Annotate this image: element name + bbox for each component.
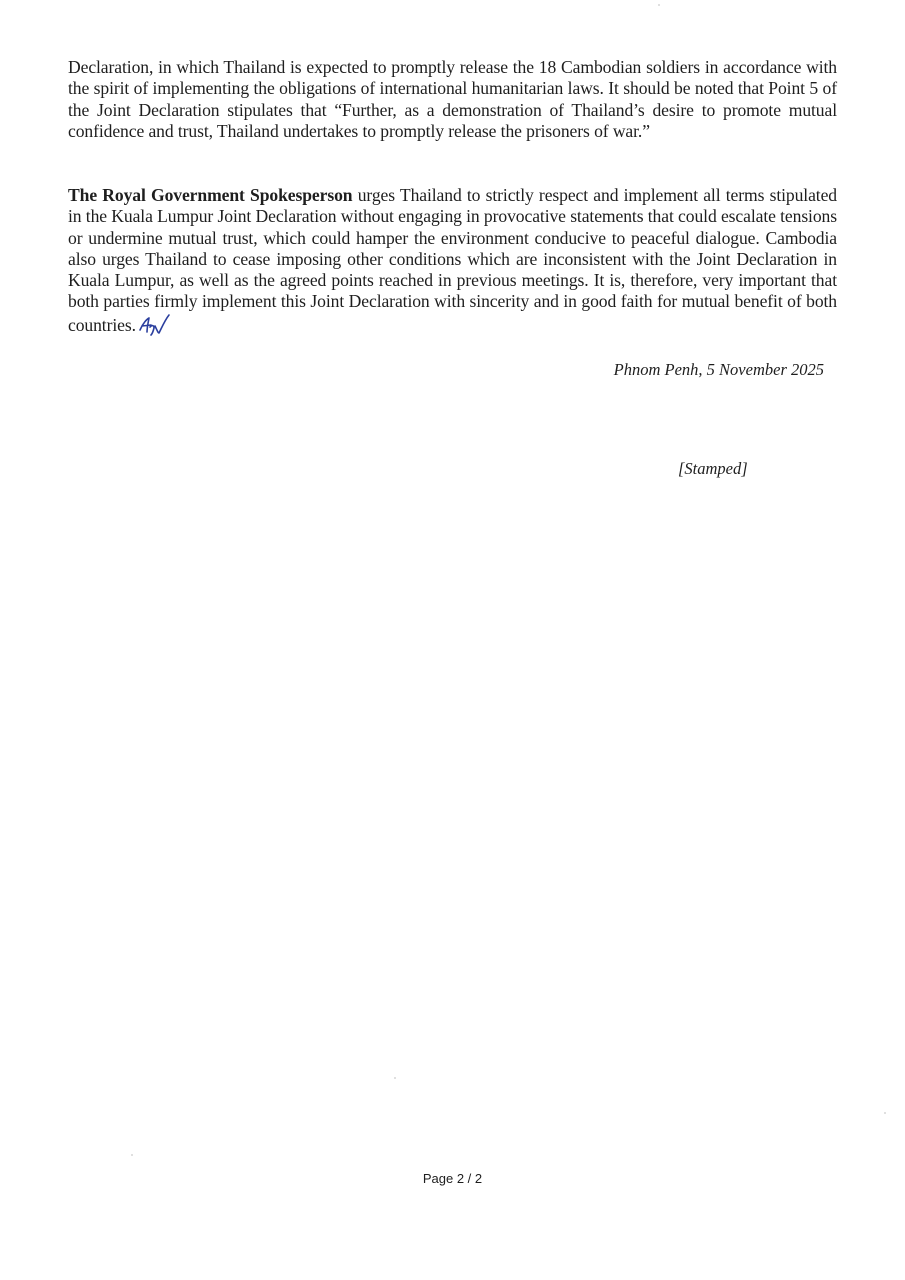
statement-body: urges Thailand to strictly respect and implement all terms stipulated in the Kuala Lumpur Joint Declaration without engaging in provocative statements that could escalate tensions or undermine mutual trust, which could hamper the environment conducive to peaceful dialogue. Cambodia also urges Thailand to cease imposing other conditions which are inconsistent with the Joint Declaration in Kuala Lumpur, as well as the agreed points reached in previous meetings. It is, therefore, very important that both parties firmly implement this Joint Declaration with sincerity and in good faith for mutual benefit of both countries. bbox=[68, 185, 837, 335]
page-number: Page 2 / 2 bbox=[422, 1171, 483, 1186]
scan-speck bbox=[658, 4, 660, 6]
place-and-date: Phnom Penh, 5 November 2025 bbox=[613, 360, 824, 379]
scan-speck bbox=[884, 1112, 886, 1114]
scan-speck bbox=[394, 1077, 396, 1079]
paragraph-spokesperson-statement bbox=[68, 185, 837, 337]
paragraph-release-soldiers: Declaration, in which Thailand is expected to promptly release the 18 Cambodian soldiers in accordance with the spirit of implementing the obligations of international humanitarian laws. It should be noted that Point 5 of the Joint Declaration stipulates that “Further, as a demonstration of Thailand’s desire to promote mutual confidence and trust, Thailand undertakes to promptly release the prisoners of war.” bbox=[68, 57, 837, 141]
scan-speck bbox=[131, 1154, 133, 1156]
spokesperson-lead: The Royal Government Spokesperson bbox=[68, 185, 353, 205]
handwritten-initials-icon bbox=[137, 313, 171, 337]
stamp-note: [Stamped] bbox=[678, 459, 748, 478]
